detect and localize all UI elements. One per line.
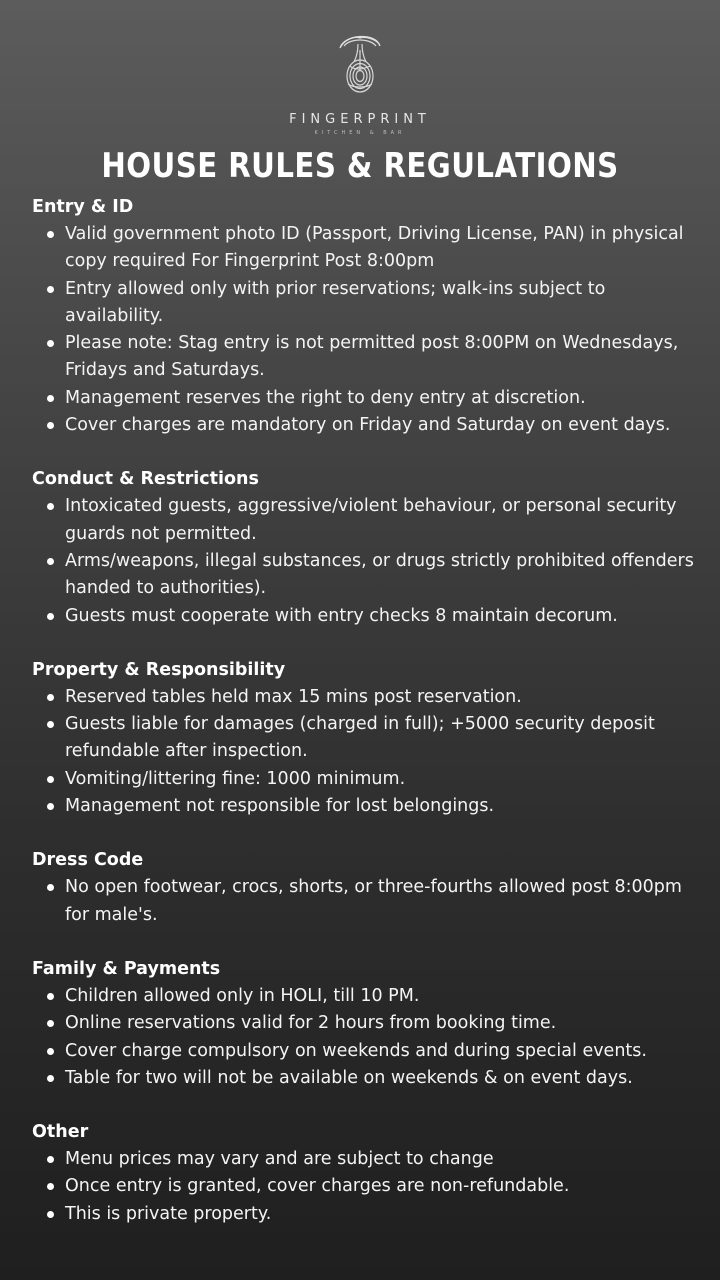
bullet-icon	[47, 993, 54, 1000]
rule-item	[32, 684, 702, 711]
rule-text: Menu prices may vary and are subject to change	[65, 1149, 494, 1170]
rule-item	[32, 330, 702, 385]
rule-text: Management reserves the right to deny entry at discretion.	[65, 387, 586, 408]
rule-text: Management not responsible for lost belongings.	[65, 796, 495, 817]
section-dress-code	[32, 847, 702, 929]
rule-item	[32, 493, 702, 548]
brand-logo	[0, 26, 720, 98]
brand-name: FINGERPRINT	[289, 112, 431, 127]
rule-item	[32, 221, 702, 276]
section-heading: Conduct & Restrictions	[32, 469, 259, 490]
section-family-payments	[32, 956, 702, 1092]
rule-text: Guests must cooperate with entry checks 8 maintain decorum.	[65, 605, 618, 626]
rule-text: Entry allowed only with prior reservations; walk-ins subject to availability.	[65, 278, 606, 326]
rule-item	[32, 711, 702, 766]
rule-item	[32, 1065, 702, 1092]
bullet-icon	[47, 1211, 54, 1218]
bullet-icon	[47, 395, 54, 402]
rule-text: Please note: Stag entry is not permitted post 8:00PM on Wednesdays, Fridays and Saturdays.	[65, 333, 679, 381]
bullet-icon	[47, 1156, 54, 1163]
section-heading: Dress Code	[32, 850, 144, 871]
section-heading: Family & Payments	[32, 958, 221, 979]
rule-text: Cover charge compulsory on weekends and during special events.	[65, 1040, 647, 1061]
rule-item	[32, 1010, 702, 1037]
rule-item	[32, 1146, 702, 1173]
rule-text: This is private property.	[65, 1203, 272, 1224]
rule-text: Children allowed only in HOLI, till 10 PM.	[65, 985, 420, 1006]
rule-item	[32, 766, 702, 793]
bullet-icon	[47, 721, 54, 728]
bullet-icon	[47, 694, 54, 701]
bullet-icon	[47, 1183, 54, 1190]
section-other	[32, 1119, 702, 1228]
rule-text: Arms/weapons, illegal substances, or drugs strictly prohibited offenders handed to authorities).	[65, 550, 694, 599]
rule-text: Table for two will not be available on weekends & on event days.	[65, 1067, 633, 1088]
rule-list	[32, 221, 702, 439]
bullet-icon	[47, 503, 54, 510]
rule-item	[32, 412, 702, 439]
rule-text: No open footwear, crocs, shorts, or three-fourths allowed post 8:00pm for male's.	[65, 877, 682, 925]
rule-item	[32, 1201, 702, 1228]
rule-list	[32, 874, 702, 929]
rule-item	[32, 548, 702, 603]
section-conduct-restrictions	[32, 466, 702, 629]
section-property-responsibility	[32, 657, 702, 820]
rule-item	[32, 603, 702, 630]
bullet-icon	[47, 286, 54, 293]
rule-item	[32, 874, 702, 929]
rule-item	[32, 276, 702, 331]
bullet-icon	[47, 340, 54, 347]
bullet-icon	[47, 884, 54, 891]
tree-fingerprint-logo-icon	[332, 26, 388, 98]
rule-list	[32, 983, 702, 1092]
bullet-icon	[47, 231, 54, 238]
bullet-icon	[47, 803, 54, 810]
rule-list	[32, 493, 702, 629]
rule-item	[32, 1173, 702, 1200]
rule-text: Once entry is granted, cover charges are non-refundable.	[65, 1176, 570, 1197]
section-heading: Property & Responsibility	[32, 659, 286, 680]
bullet-icon	[47, 1020, 54, 1027]
rule-text: Reserved tables held max 15 mins post reservation.	[65, 686, 522, 707]
section-heading: Entry & ID	[32, 197, 134, 217]
bullet-icon	[47, 776, 54, 783]
brand-subtitle: KITCHEN & BAR	[314, 130, 406, 136]
page-title: HOUSE RULES & REGULATIONS	[101, 146, 619, 186]
section-heading: Other	[32, 1122, 89, 1143]
rule-list	[32, 1146, 702, 1228]
rule-text: Intoxicated guests, aggressive/violent behaviour, or personal security guards not permitted.	[65, 496, 677, 544]
rule-text: Online reservations valid for 2 hours from booking time.	[65, 1013, 557, 1034]
rule-item	[32, 1038, 702, 1065]
bullet-icon	[47, 558, 54, 565]
rule-item	[32, 793, 702, 820]
rules-content	[32, 194, 702, 1255]
bullet-icon	[47, 613, 54, 620]
bullet-icon	[47, 1075, 54, 1082]
section-entry-id	[32, 194, 702, 439]
rule-text: Valid government photo ID (Passport, Driving License, PAN) in physical copy required For Fingerprint Post 8:00pm	[65, 224, 684, 272]
rule-list	[32, 684, 702, 820]
rule-text: Guests liable for damages (charged in full); +5000 security deposit refundable after inspection.	[65, 714, 655, 762]
rule-text: Cover charges are mandatory on Friday and Saturday on event days.	[65, 415, 671, 436]
rule-text: Vomiting/littering fine: 1000 minimum.	[65, 768, 406, 789]
bullet-icon	[47, 1048, 54, 1055]
rule-item	[32, 385, 702, 412]
bullet-icon	[47, 422, 54, 429]
rule-item	[32, 983, 702, 1010]
